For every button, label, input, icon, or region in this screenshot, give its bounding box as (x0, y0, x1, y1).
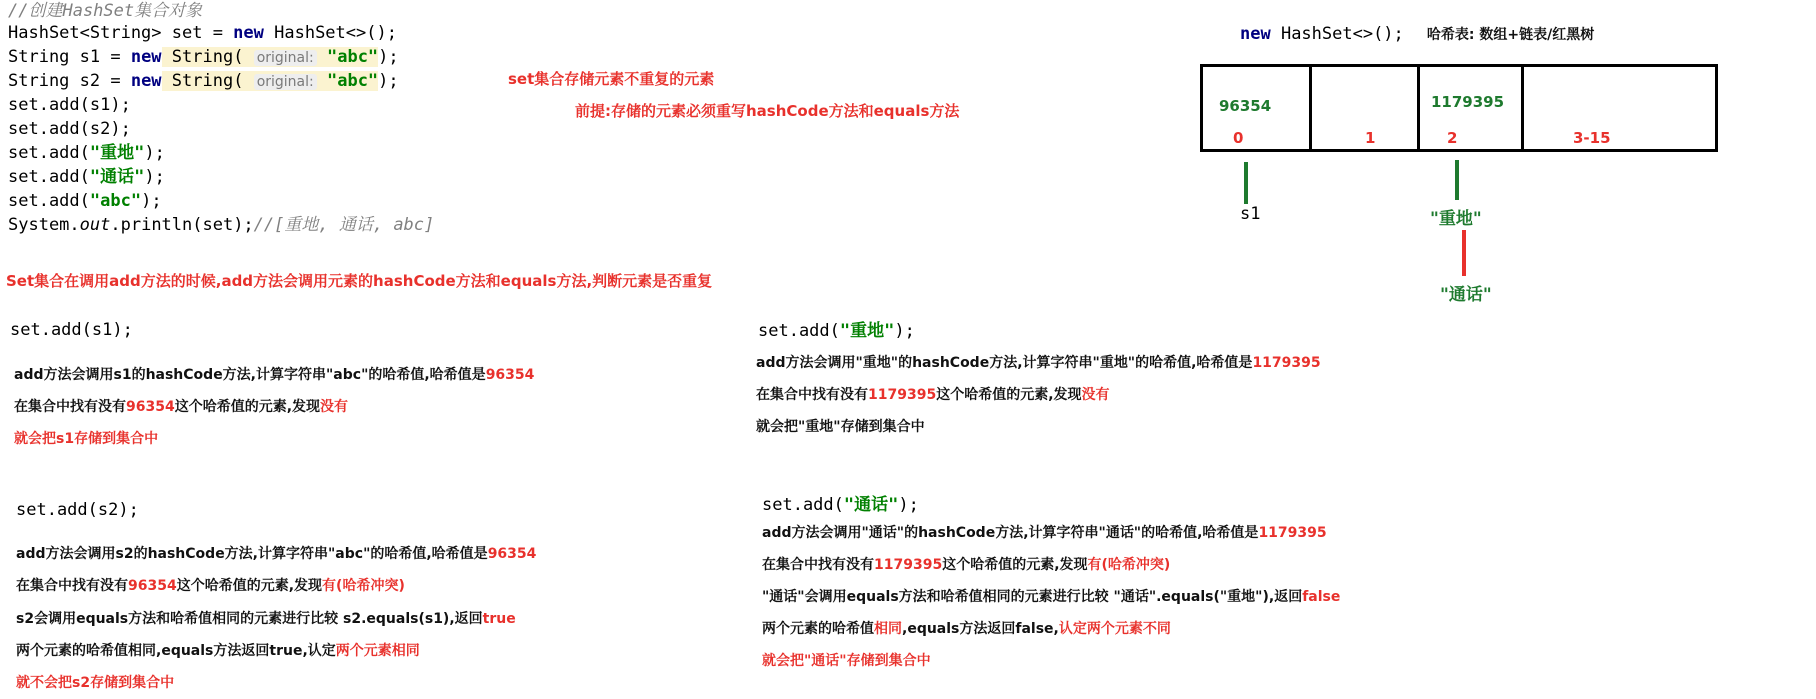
code-text: set.add( (8, 191, 90, 211)
diagram-header (1240, 24, 1594, 44)
block-line-4 (762, 618, 1171, 640)
result-text: 没有 (320, 399, 349, 415)
code-text: set.add( (758, 321, 840, 341)
code-line-4: set.add(s1); (8, 95, 131, 115)
text: 这个哈希值的元素,发现 (174, 399, 321, 415)
block-line-4 (16, 640, 420, 662)
diagram-header-code: HashSet<>(); (1270, 24, 1404, 44)
hash-value: 1179395 (1258, 525, 1327, 541)
code-text: HashSet<String> set = (8, 23, 234, 43)
hash-value: 1179395 (1252, 355, 1321, 371)
code-text: ); (378, 47, 399, 67)
code-text: ); (378, 71, 399, 91)
code-line-2 (8, 46, 399, 69)
string-literal: "重地" (89, 143, 145, 163)
hash-value: 96354 (126, 399, 175, 415)
result-text: 两个元素相同 (335, 643, 420, 659)
index-3-15: 3-15 (1573, 129, 1611, 147)
block-code: set.add(s1); (10, 320, 133, 340)
code-text: ); (144, 167, 165, 187)
code-text: ); (898, 495, 919, 515)
block-line-3 (762, 586, 1340, 608)
block-line-5: 就不会把s2存储到集合中 (16, 675, 175, 691)
hash-value: 1179395 (868, 387, 937, 403)
code-text: ); (141, 191, 162, 211)
text: 这个哈希值的元素,发现 (942, 557, 1088, 573)
code-comment: //创建HashSet集合对象 (8, 1, 203, 21)
note-main: Set集合在调用add方法的时候,add方法会调用元素的hashCode方法和equals方法,判断元素是否重复 (6, 272, 713, 290)
cell-2-hash: 1179395 (1431, 93, 1505, 111)
block-line-2 (762, 554, 1170, 576)
text: 两个元素的哈希值相同,equals方法返回true,认定 (16, 643, 336, 659)
block-line-3: 就会把"重地"存储到集合中 (756, 419, 925, 435)
code-text: System. (8, 215, 80, 235)
block-line-1 (762, 522, 1327, 544)
text: add方法会调用s2的hashCode方法,计算字符串"abc"的哈希值,哈希值是 (16, 546, 488, 562)
code-text: ); (144, 143, 165, 163)
result-text: 认定两个元素不同 (1058, 621, 1171, 637)
keyword-new: new (130, 71, 162, 91)
block-code (762, 490, 919, 515)
code-text: set.add( (8, 143, 90, 163)
note-premise: 前提:存储的元素必须重写hashCode方法和equals方法 (575, 102, 960, 120)
code-text: set.add( (8, 167, 90, 187)
hash-value: 96354 (487, 546, 537, 562)
note-title: set集合存储元素不重复的元素 (508, 70, 715, 88)
text: "通话"会调用equals方法和哈希值相同的元素进行比较 "通话".equals("重地"),返回 (762, 589, 1303, 605)
string-literal: "abc" (326, 71, 379, 91)
link-line-s1 (1244, 162, 1248, 204)
text: ,equals方法返回false, (902, 621, 1059, 637)
text: 在集合中找有没有 (14, 399, 126, 415)
hash-value: 1179395 (874, 557, 943, 573)
block-code: set.add(s2); (16, 500, 139, 520)
block-line-1 (14, 364, 534, 386)
array-divider (1417, 67, 1420, 149)
code-line-5: set.add(s2); (8, 119, 131, 139)
text: 这个哈希值的元素,发现 (936, 387, 1082, 403)
parameter-hint: original: (254, 50, 317, 66)
index-1: 1 (1365, 129, 1376, 147)
keyword-new: new (1240, 24, 1271, 44)
string-literal: "重地" (839, 321, 895, 341)
code-line-7 (8, 166, 165, 188)
code-line-9 (8, 214, 434, 236)
node-zhongdi: "重地" (1430, 209, 1482, 229)
result-text: 没有 (1081, 387, 1110, 403)
block-line-3 (16, 608, 516, 630)
code-field-out: out (79, 215, 111, 235)
result-text: true (482, 611, 516, 627)
result-text: 相同 (874, 621, 902, 637)
string-literal: "abc" (326, 47, 379, 67)
block-line-2 (756, 384, 1110, 406)
block-line-1 (16, 543, 536, 565)
text: 两个元素的哈希值 (762, 621, 874, 637)
index-0: 0 (1233, 129, 1244, 147)
block-line-2 (16, 575, 405, 597)
text: 在集合中找有没有 (756, 387, 868, 403)
code-text: .println(set); (110, 215, 254, 235)
block-code (758, 316, 915, 341)
code-text: String s2 = (8, 71, 131, 91)
text: add方法会调用"重地"的hashCode方法,计算字符串"重地"的哈希值,哈希值是 (756, 355, 1253, 371)
parameter-hint: original: (254, 74, 317, 90)
code-text: set.add( (762, 495, 844, 515)
text: 在集合中找有没有 (762, 557, 874, 573)
string-literal: "abc" (89, 191, 142, 211)
hash-value: 96354 (128, 578, 177, 594)
block-line-2 (14, 396, 348, 418)
code-comment: //[重地, 通话, abc] (253, 215, 435, 235)
array-divider (1309, 67, 1312, 149)
text: 在集合中找有没有 (16, 578, 128, 594)
cell-0-hash: 96354 (1219, 97, 1272, 115)
code-line-8 (8, 190, 162, 212)
result-text: 有(哈希冲突) (322, 578, 405, 594)
string-literal: "通话" (89, 167, 145, 187)
keyword-new: new (233, 23, 264, 43)
code-text: ); (894, 321, 915, 341)
result-text: 有(哈希冲突) (1087, 557, 1171, 573)
code-text: String( (161, 71, 244, 91)
result-text: false (1302, 589, 1341, 605)
array-divider (1521, 67, 1524, 149)
hash-value: 96354 (485, 367, 535, 383)
hash-array (1200, 64, 1718, 152)
block-line-1 (756, 352, 1321, 374)
code-text: String( (161, 47, 244, 67)
s1-label: s1 (1240, 204, 1261, 224)
code-comment-line (8, 0, 202, 22)
diagram-header-label: 哈希表: 数组+链表/红黑树 (1426, 27, 1595, 43)
code-line-6 (8, 142, 165, 164)
index-2: 2 (1447, 129, 1458, 147)
block-line-3: 就会把s1存储到集合中 (14, 431, 159, 447)
text: add方法会调用"通话"的hashCode方法,计算字符串"通话"的哈希值,哈希值是 (762, 525, 1259, 541)
text: add方法会调用s1的hashCode方法,计算字符串"abc"的哈希值,哈希值是 (14, 367, 486, 383)
text: s2会调用equals方法和哈希值相同的元素进行比较 s2.equals(s1),返回 (16, 611, 483, 627)
text: 这个哈希值的元素,发现 (176, 578, 323, 594)
code-text: String s1 = (8, 47, 131, 67)
code-line-3 (8, 70, 399, 93)
link-line-zhongdi (1455, 160, 1459, 200)
keyword-new: new (130, 47, 162, 67)
block-line-5: 就会把"通话"存储到集合中 (762, 653, 931, 669)
node-tonghua: "通话" (1440, 285, 1492, 305)
code-text: HashSet<>(); (263, 23, 397, 43)
code-line-1 (8, 22, 397, 44)
link-line-tonghua (1462, 230, 1466, 276)
string-literal: "通话" (843, 495, 899, 515)
